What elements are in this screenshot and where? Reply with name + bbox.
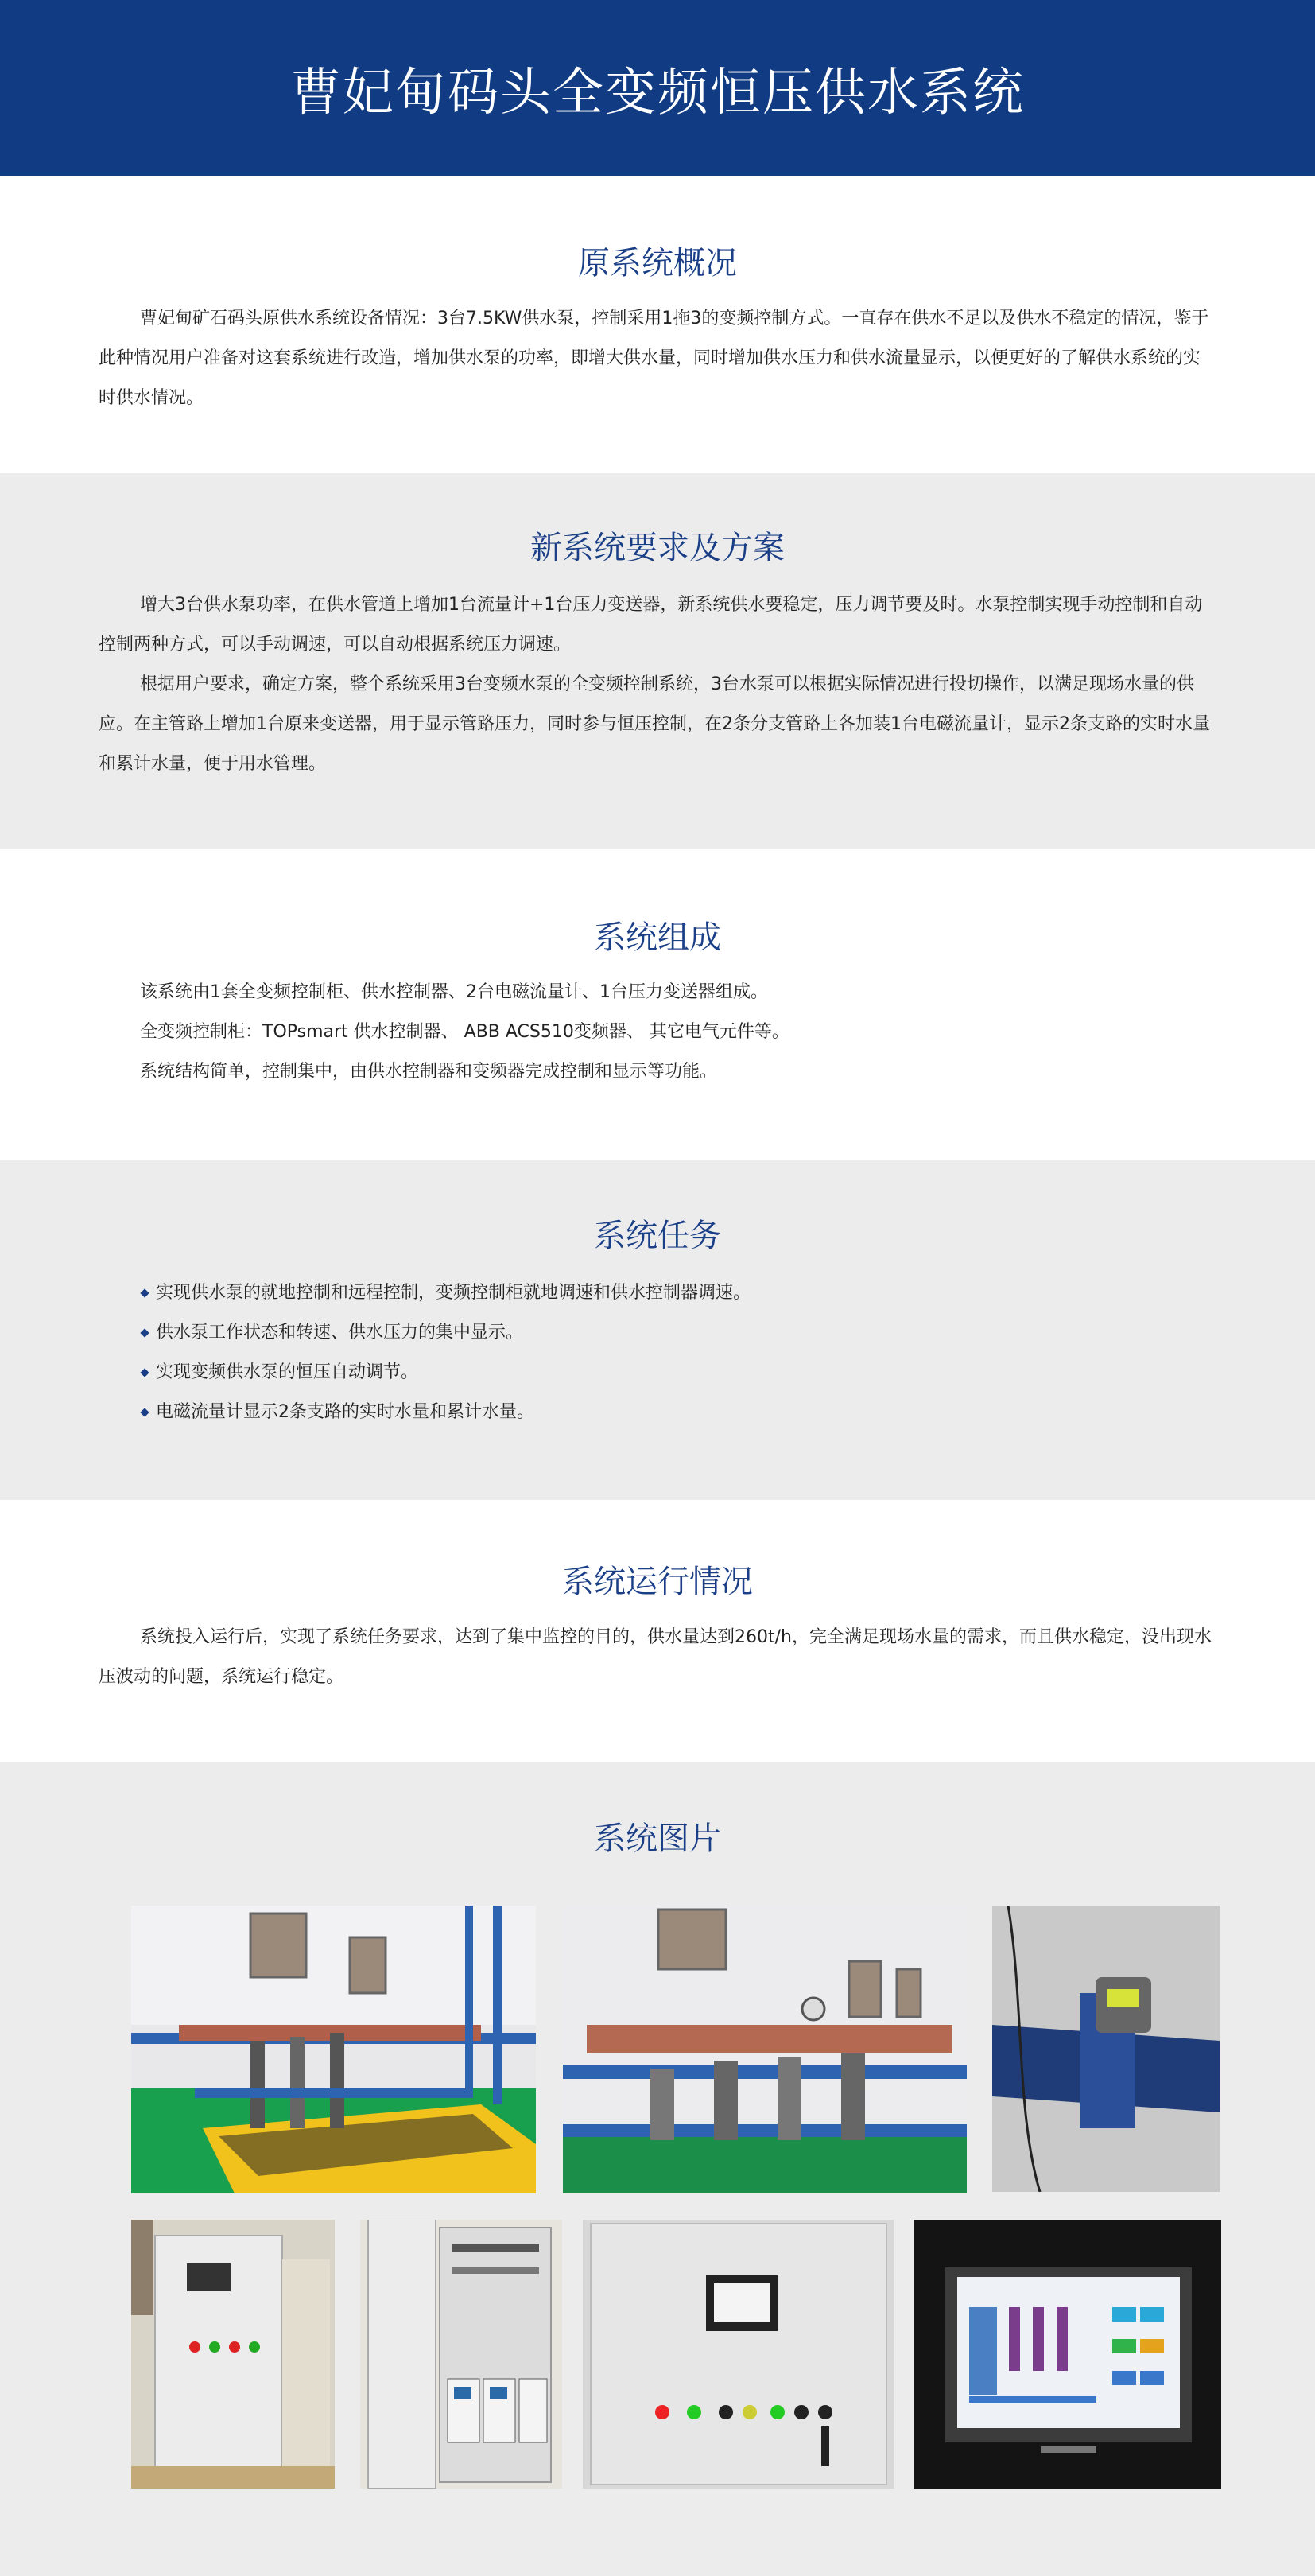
composition-line: 系统结构简单，控制集中，由供水控制器和变频器完成控制和显示等功能。 — [140, 1062, 718, 1082]
overview-title: 原系统概况 — [578, 245, 737, 282]
requirements-title: 新系统要求及方案 — [530, 530, 785, 566]
requirements-paragraph: 根据用户要求，确定方案，整个系统采用3台变频水泵的全变频控制系统，3台水泵可以根据实际情况进行投切操作，以满足现场水量的供应。在主管路上增加1台原来变送器，用于显示管路压力，同时参与恒压控制，在2条分支管路上各加装1台电磁流量计，显示2条支路的实时水量和累计水量，便于用水管理。 — [99, 674, 1210, 774]
requirements-text-block — [99, 585, 1216, 784]
cabinet-panel-photo — [583, 2220, 894, 2489]
page-title: 曹妃甸码头全变频恒压供水系统 — [290, 63, 1025, 122]
section-gallery — [0, 1762, 1315, 2576]
overview-text-block — [99, 299, 1216, 418]
list-item: 实现变频供水泵的恒压自动调节。 — [140, 1353, 1216, 1393]
requirements-paragraph: 增大3台供水泵功率，在供水管道上增加1台流量计+1台压力变送器，新系统供水要稳定，压力调节要及时。水泵控制实现手动控制和自动控制两种方式，可以手动调速，可以自动根据系统压力调速。 — [99, 595, 1203, 655]
operation-text-block — [99, 1618, 1216, 1697]
section-operation — [0, 1500, 1315, 1762]
page-header — [0, 0, 1315, 176]
gallery-title: 系统图片 — [594, 1820, 721, 1857]
composition-text-block — [140, 973, 1216, 1092]
list-item: 实现供水泵的就地控制和远程控制，变频控制柜就地调速和供水控制器调速。 — [140, 1273, 1216, 1313]
touchscreen-photo — [914, 2220, 1221, 2489]
overview-text: 曹妃甸矿石码头原供水系统设备情况：3台7.5KW供水泵，控制采用1拖3的变频控制方式。一直存在供水不足以及供水不稳定的情况，鉴于此种情况用户准备对这套系统进行改造，增加供水泵的功率，即增大供水量，同时增加供水压力和供水流量显示，以便更好的了解供水系统的实时供水情况。 — [99, 309, 1209, 408]
list-item: 电磁流量计显示2条支路的实时水量和累计水量。 — [140, 1393, 1216, 1432]
composition-title: 系统组成 — [594, 919, 721, 956]
composition-line: 全变频控制柜：TOPsmart 供水控制器、 ABB ACS510变频器、 其它电气元件等。 — [140, 1022, 789, 1042]
tasks-title: 系统任务 — [594, 1218, 721, 1254]
pump-room-photo-2 — [563, 1906, 967, 2193]
section-requirements — [0, 473, 1315, 849]
control-cabinet-open-photo — [360, 2220, 562, 2489]
pump-room-photo-1 — [131, 1906, 536, 2193]
control-cabinet-closed-photo — [131, 2220, 335, 2489]
flowmeter-photo — [992, 1906, 1220, 2192]
section-overview — [0, 176, 1315, 473]
section-composition — [0, 849, 1315, 1160]
operation-text: 系统投入运行后，实现了系统任务要求，达到了集中监控的目的，供水量达到260t/h，完全满足现场水量的需求，而且供水稳定，没出现水压波动的问题，系统运行稳定。 — [99, 1627, 1212, 1687]
operation-title: 系统运行情况 — [562, 1564, 753, 1600]
section-tasks — [0, 1160, 1315, 1500]
tasks-list — [140, 1273, 1216, 1432]
composition-line: 该系统由1套全变频控制柜、供水控制器、2台电磁流量计、1台压力变送器组成。 — [140, 982, 768, 1002]
list-item: 供水泵工作状态和转速、供水压力的集中显示。 — [140, 1313, 1216, 1353]
